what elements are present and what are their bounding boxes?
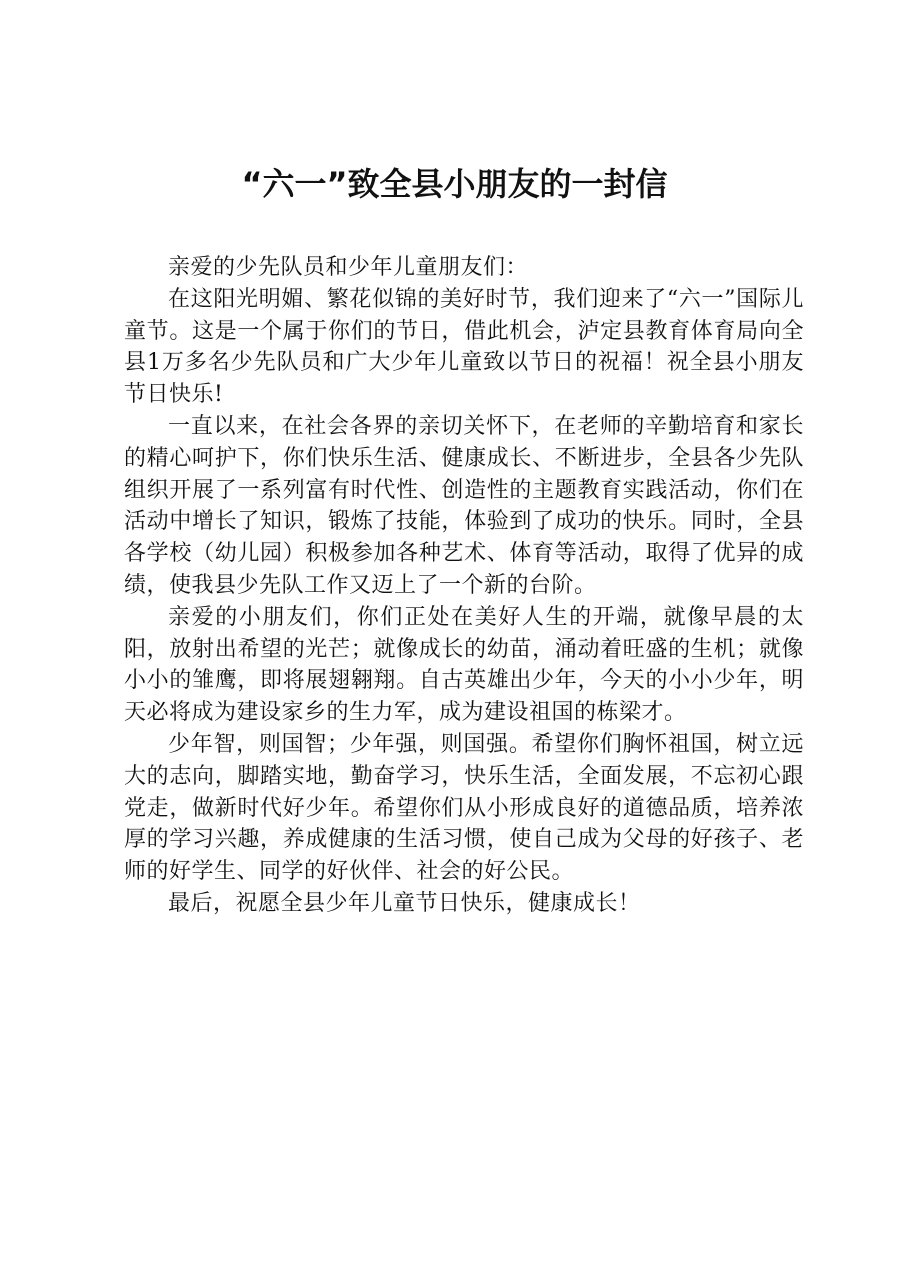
body-paragraph: 在这阳光明媚、繁花似锦的美好时节，我们迎来了“六一”国际儿童节。这是一个属于你们的节日，借此机会，泸定县教育体育局向全县1万多名少先队员和广大少年儿童致以节日的祝福！祝全县小朋友节日快乐!: [124, 286, 804, 408]
body-paragraph: 亲爱的小朋友们，你们正处在美好人生的开端，就像早晨的太阳，放射出希望的光芒；就像成长的幼苗，涌动着旺盛的生机；就像小小的雏鹰，即将展翅翱翔。自古英雄出少年，今天的小小少年，明天必将成为建设家乡的生力军，成为建设祖国的栋梁才。: [124, 604, 804, 726]
body-paragraph: 少年智，则国智；少年强，则国强。希望你们胸怀祖国，树立远大的志向，脚踏实地，勤奋学习，快乐生活，全面发展，不忘初心跟党走，做新时代好少年。希望你们从小形成良好的道德品质，培养浓厚的学习兴趣，养成健康的生活习惯，使自己成为父母的好孩子、老师的好学生、同学的好伙伴、社会的好公民。: [124, 731, 804, 885]
document-title: “六一”致全县小朋友的一封信: [241, 165, 668, 203]
body-paragraph: 一直以来，在社会各界的亲切关怀下，在老师的辛勤培育和家长的精心呵护下，你们快乐生活、健康成长、不断进步，全县各少先队组织开展了一系列富有时代性、创造性的主题教育实践活动，你们在活动中增长了知识，锻炼了技能，体验到了成功的快乐。同时，全县各学校（幼儿园）积极参加各种艺术、体育等活动，取得了优异的成绩，使我县少先队工作又迈上了一个新的台阶。: [124, 413, 804, 598]
greeting-paragraph: 亲爱的少先队员和少年儿童朋友们：: [168, 255, 529, 280]
document-body: [124, 252, 804, 920]
closing-paragraph: 最后，祝愿全县少年儿童节日快乐，健康成长！: [168, 890, 641, 916]
